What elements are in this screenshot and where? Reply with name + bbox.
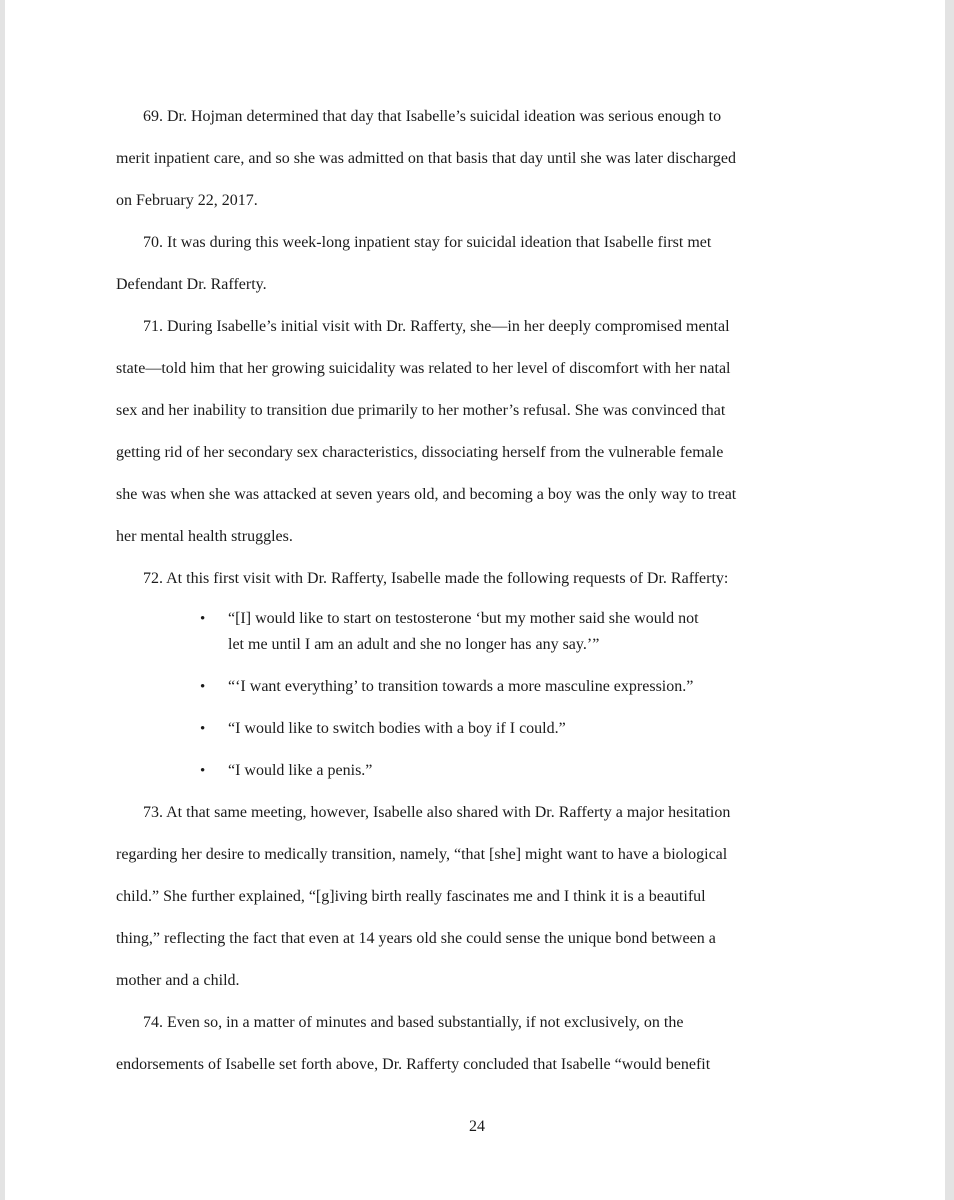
left-page-edge [0, 0, 5, 1200]
bullet-item-penis [116, 758, 838, 784]
bullet-item-switch-bodies [116, 716, 838, 742]
paragraph-74 [116, 1002, 838, 1086]
right-page-edge [945, 0, 954, 1200]
paragraph-71-line-4: getting rid of her secondary sex characteristics, dissociating herself from the vulnerable female [116, 444, 724, 461]
bullet-icon: • [200, 679, 206, 695]
bullet-4-line-1: “I would like a penis.” [228, 762, 373, 779]
paragraph-71-line-2: state—told him that her growing suicidality was related to her level of discomfort with her natal [116, 360, 731, 377]
paragraph-72 [116, 558, 838, 600]
paragraph-71-line-5: she was when she was attacked at seven years old, and becoming a boy was the only way to treat [116, 486, 737, 503]
bullet-item-testosterone [116, 606, 838, 658]
paragraph-73-line-5: mother and a child. [116, 972, 240, 989]
paragraph-71-line-6: her mental health struggles. [116, 528, 293, 545]
paragraph-70-line-1: 70. It was during this week-long inpatient stay for suicidal ideation that Isabelle first met [143, 234, 712, 251]
document-body [116, 96, 838, 1148]
paragraph-73 [116, 792, 838, 1002]
paragraph-74-line-1: 74. Even so, in a matter of minutes and based substantially, if not exclusively, on the [143, 1014, 684, 1031]
bullet-icon: • [200, 611, 206, 627]
bullet-item-want-everything [116, 674, 838, 700]
paragraph-73-line-2: regarding her desire to medically transition, namely, “that [she] might want to have a biological [116, 846, 728, 863]
bullet-icon: • [200, 721, 206, 737]
paragraph-73-line-3: child.” She further explained, “[g]iving birth really fascinates me and I think it is a beautiful [116, 888, 706, 905]
paragraph-70-line-2: Defendant Dr. Rafferty. [116, 276, 267, 293]
paragraph-71-line-1: 71. During Isabelle’s initial visit with Dr. Rafferty, she—in her deeply compromised mental [143, 318, 730, 335]
bullet-1-line-2: let me until I am an adult and she no longer has any say.’” [228, 636, 600, 653]
paragraph-73-line-1: 73. At that same meeting, however, Isabelle also shared with Dr. Rafferty a major hesitation [143, 804, 731, 821]
request-bullet-list [116, 606, 838, 784]
paragraph-69 [116, 96, 838, 222]
page-number: 24 [469, 1118, 485, 1135]
paragraph-70 [116, 222, 838, 306]
bullet-2-line-1: “‘I want everything’ to transition towards a more masculine expression.” [228, 678, 694, 695]
paragraph-71 [116, 306, 838, 558]
paragraph-74-line-2: endorsements of Isabelle set forth above, Dr. Rafferty concluded that Isabelle “would benefit [116, 1056, 711, 1073]
paragraph-69-line-3: on February 22, 2017. [116, 192, 258, 209]
paragraph-72-line-1: 72. At this first visit with Dr. Rafferty, Isabelle made the following requests of Dr. Rafferty: [143, 570, 729, 587]
bullet-3-line-1: “I would like to switch bodies with a boy if I could.” [228, 720, 566, 737]
bullet-1-line-1: “[I] would like to start on testosterone ‘but my mother said she would not [228, 610, 699, 627]
paragraph-71-line-3: sex and her inability to transition due primarily to her mother’s refusal. She was convinced that [116, 402, 726, 419]
paragraph-69-line-1: 69. Dr. Hojman determined that day that Isabelle’s suicidal ideation was serious enough to [143, 108, 722, 125]
paragraph-73-line-4: thing,” reflecting the fact that even at 14 years old she could sense the unique bond between a [116, 930, 716, 947]
paragraph-69-line-2: merit inpatient care, and so she was admitted on that basis that day until she was later discharged [116, 150, 736, 167]
bullet-icon: • [200, 763, 206, 779]
